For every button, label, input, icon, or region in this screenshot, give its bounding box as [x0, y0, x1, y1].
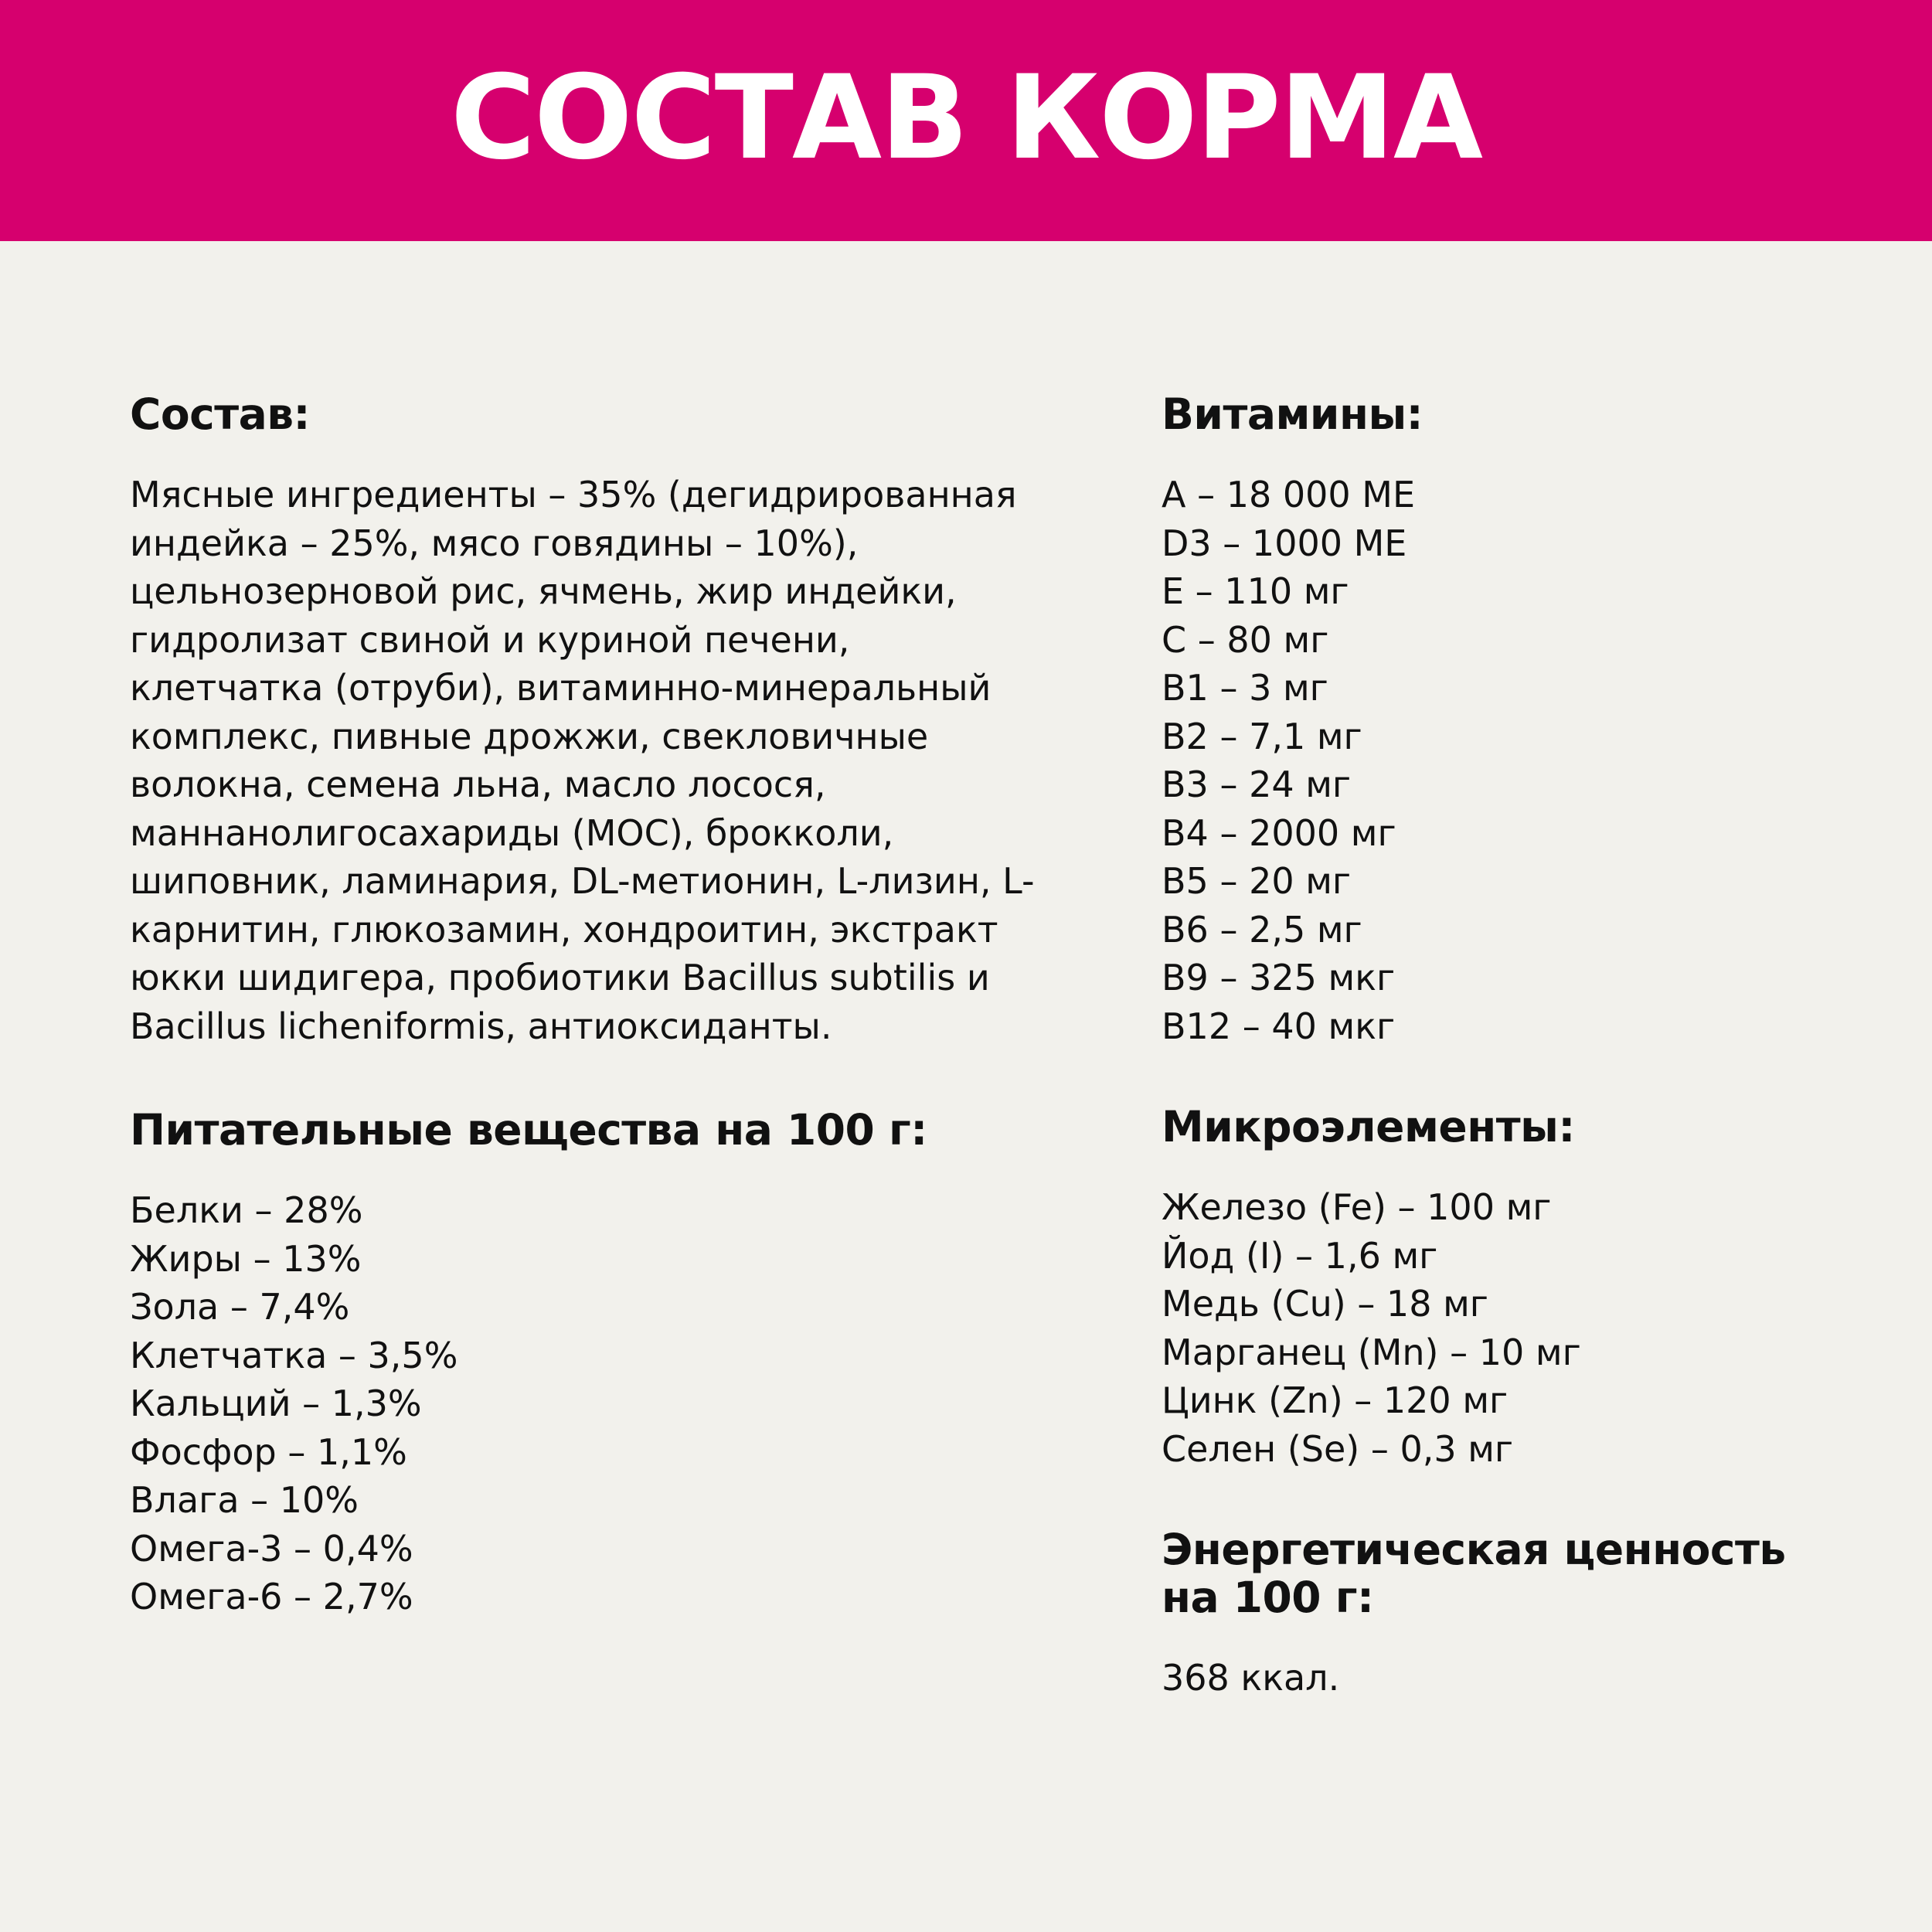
list-item: Селен (Se) – 0,3 мг: [1162, 1427, 1514, 1470]
list-item: B4 – 2000 мг: [1162, 811, 1396, 854]
page-title: СОСТАВ КОРМА: [450, 51, 1482, 185]
left-column: [130, 390, 1042, 1621]
list-item: Марганец (Mn) – 10 мг: [1162, 1331, 1581, 1373]
nutrients-list: [130, 1186, 1042, 1621]
list-item: Йод (I) – 1,6 мг: [1162, 1234, 1438, 1277]
list-item: B1 – 3 мг: [1162, 667, 1328, 709]
nutrients-heading: Питательные вещества на 100 г:: [130, 1105, 927, 1155]
right-column: [1162, 390, 1857, 1702]
list-item: B12 – 40 мкг: [1162, 1005, 1396, 1047]
vitamins-list: [1162, 471, 1857, 1050]
microelements-list: [1162, 1183, 1857, 1473]
list-item: Цинк (Zn) – 120 мг: [1162, 1379, 1509, 1421]
list-item: Влага – 10%: [130, 1479, 359, 1521]
list-item: Жиры – 13%: [130, 1237, 362, 1280]
header-banner: [0, 0, 1932, 241]
list-item: Медь (Cu) – 18 мг: [1162, 1283, 1488, 1325]
list-item: B2 – 7,1 мг: [1162, 715, 1362, 757]
list-item: Кальций – 1,3%: [130, 1383, 422, 1424]
list-item: C – 80 мг: [1162, 618, 1329, 661]
vitamins-heading: Витамины:: [1162, 389, 1423, 439]
composition-text: Мясные ингредиенты – 35% (дегидрированная индейка – 25%, мясо говядины – 10%), цельнозерновой рис, ячмень, жир индейки, гидролизат свиной и куриной печени, клетчатка (отруби), витаминно-минеральный комплекс, пивные дрожжи, свекловичные волокна, семена льна, масло лосося, маннанолигосахариды (МОС), брокколи, шиповник, ламинария, DL-метионин, L-лизин, L-карнитин, глюкозамин, хондроитин, экстракт юкки шидигера, пробиотики Bacillus subtilis и Bacillus licheniformis, антиоксиданты.: [130, 474, 1035, 1047]
list-item: Зола – 7,4%: [130, 1286, 350, 1328]
energy-heading: Энергетическая ценность на 100 г:: [1162, 1525, 1786, 1622]
microelements-heading: Микроэлементы:: [1162, 1102, 1575, 1151]
list-item: E – 110 мг: [1162, 570, 1349, 612]
list-item: B5 – 20 мг: [1162, 860, 1352, 902]
list-item: D3 – 1000 МЕ: [1162, 522, 1407, 564]
list-item: Фосфор – 1,1%: [130, 1430, 407, 1473]
composition-heading: Состав:: [130, 389, 311, 439]
list-item: Омега-6 – 2,7%: [130, 1576, 413, 1617]
list-item: Омега-3 – 0,4%: [130, 1527, 413, 1570]
list-item: B6 – 2,5 мг: [1162, 908, 1362, 951]
list-item: Клетчатка – 3,5%: [130, 1334, 458, 1376]
list-item: B9 – 325 мкг: [1162, 957, 1396, 998]
list-item: B3 – 24 мг: [1162, 764, 1352, 805]
list-item: Железо (Fe) – 100 мг: [1162, 1186, 1552, 1228]
list-item: Белки – 28%: [130, 1189, 363, 1231]
list-item: A – 18 000 МЕ: [1162, 474, 1416, 515]
energy-value: 368 ккал.: [1162, 1657, 1340, 1699]
